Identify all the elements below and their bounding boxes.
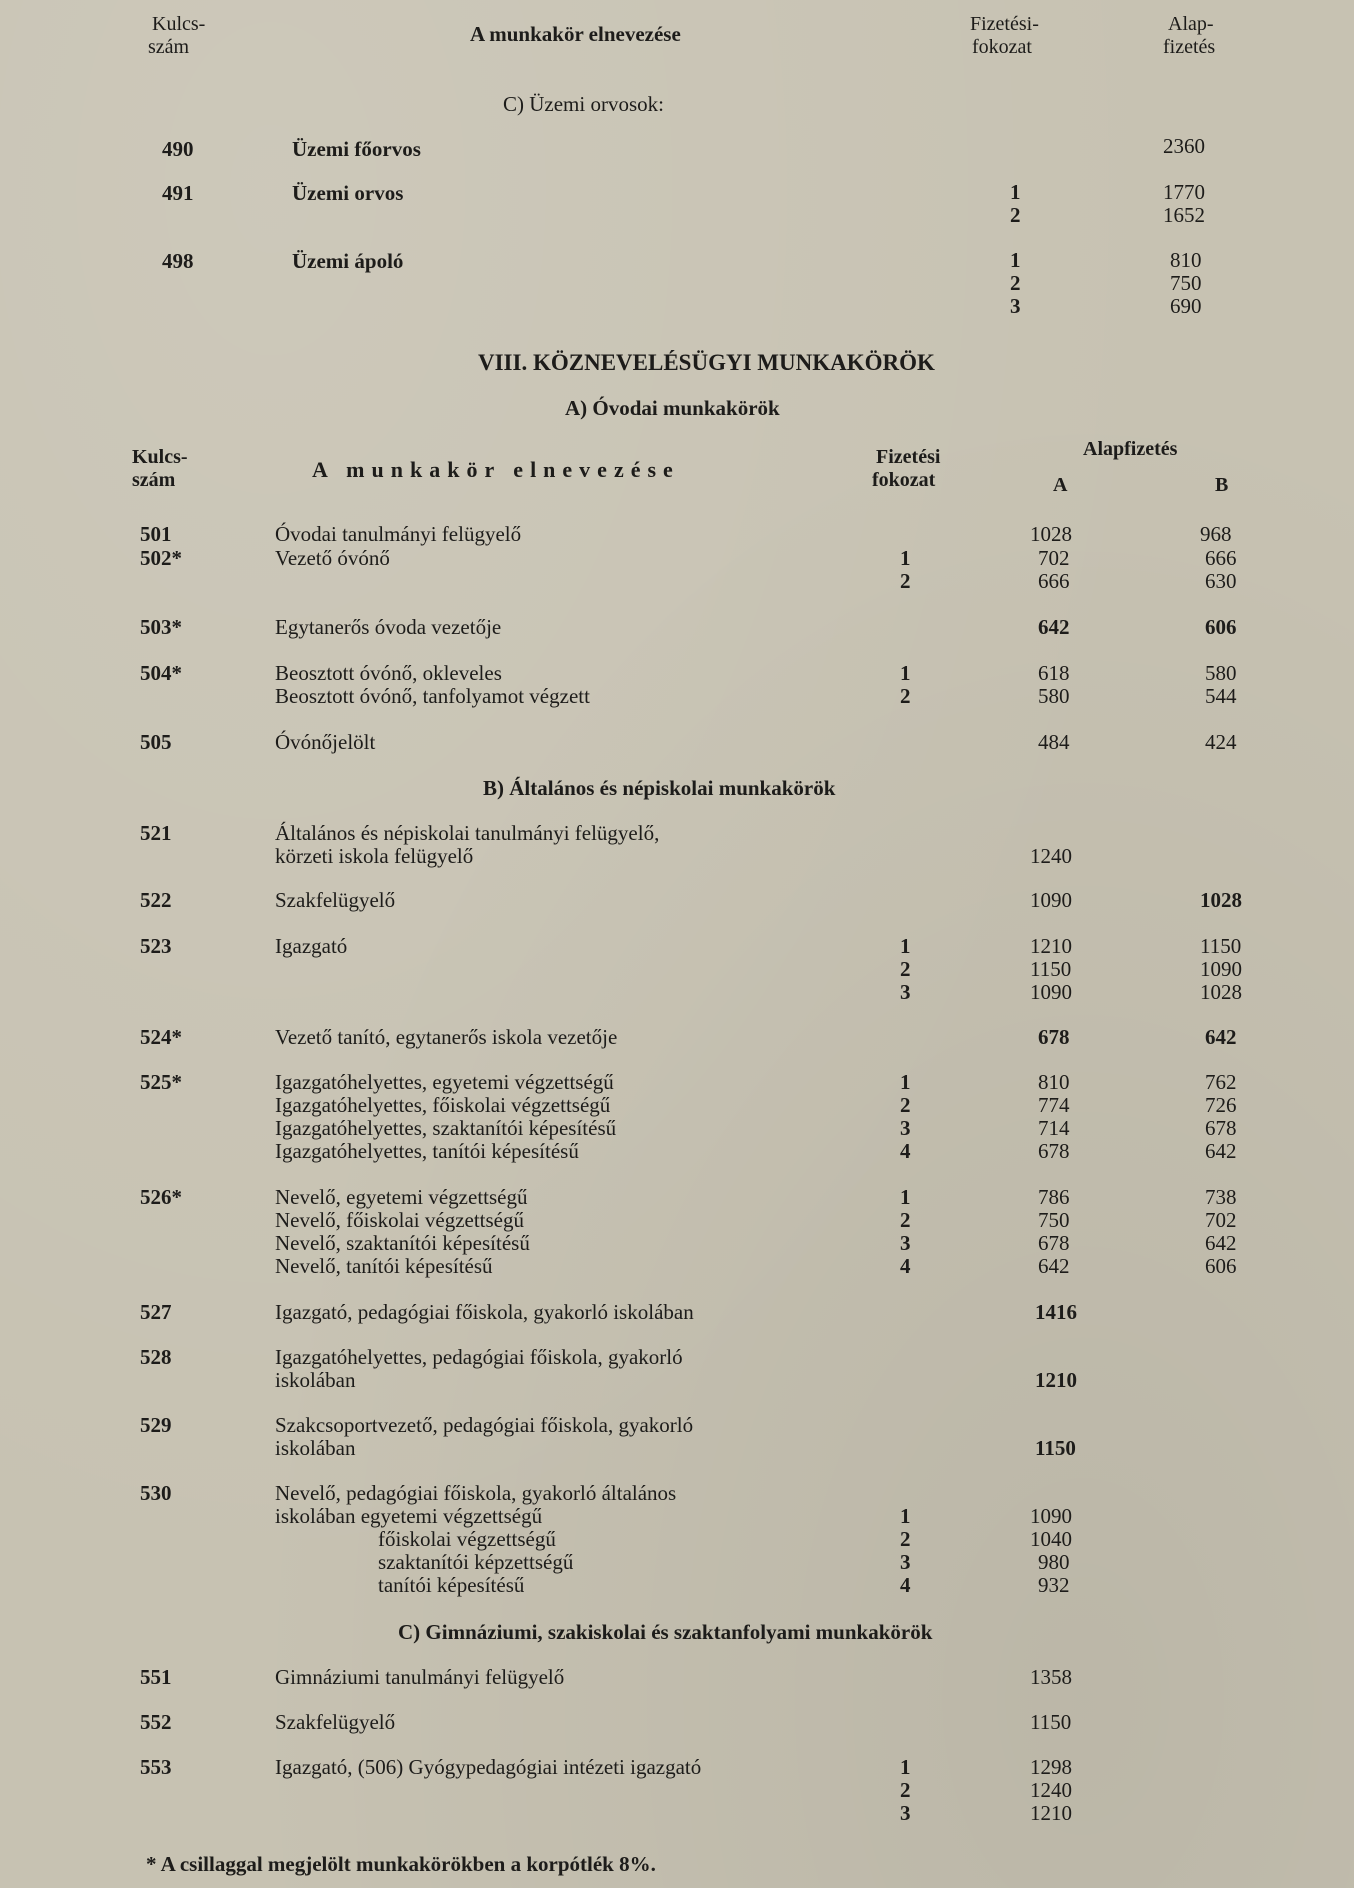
section-title-c: C) Gimnáziumi, szakiskolai és szaktanfolyami munkakörök (398, 1620, 933, 1644)
row-grade: 2 (900, 1778, 911, 1802)
row-value-b: 702 (1205, 1208, 1237, 1232)
row-value-b: 678 (1205, 1116, 1237, 1140)
header2-col-b: B (1215, 474, 1229, 496)
row-value-b: 642 (1205, 1025, 1237, 1049)
row-value-b: 544 (1205, 684, 1237, 708)
row-value-b: 1028 (1200, 888, 1242, 912)
row-key: 522 (140, 888, 172, 912)
row-value-b: 580 (1205, 661, 1237, 685)
row-value-a: 980 (1038, 1550, 1070, 1574)
row-value: 750 (1170, 271, 1202, 295)
row-name: Igazgató (275, 934, 348, 958)
row-name: Szakcsoportvezető, pedagógiai főiskola, gyakorló (275, 1413, 694, 1437)
row-grade: 1 (900, 934, 911, 958)
row-name: Üzemi ápoló (292, 249, 404, 273)
header-key-label: Kulcs- (152, 13, 206, 35)
row-grade: 3 (900, 1231, 911, 1255)
row-value-b: 738 (1205, 1185, 1237, 1209)
row-name: Üzemi orvos (292, 181, 404, 205)
row-name: Beosztott óvónő, tanfolyamot végzett (275, 684, 590, 708)
row-value-a: 714 (1038, 1116, 1070, 1140)
row-name: főiskolai végzettségű (378, 1527, 556, 1551)
row-grade: 1 (900, 1504, 911, 1528)
row-value-b: 642 (1205, 1231, 1237, 1255)
row-name: Igazgatóhelyettes, pedagógiai főiskola, gyakorló (275, 1345, 683, 1369)
row-grade: 2 (900, 1527, 911, 1551)
row-name: Vezető tanító, egytanerős iskola vezetője (275, 1025, 618, 1049)
row-name: Beosztott óvónő, okleveles (275, 661, 502, 685)
row-value-a: 1028 (1030, 522, 1072, 546)
row-grade: 2 (900, 957, 911, 981)
row-key: 530 (140, 1481, 172, 1505)
row-name: körzeti iskola felügyelő (275, 844, 474, 868)
row-name: Gimnáziumi tanulmányi felügyelő (275, 1665, 565, 1689)
row-name: Nevelő, pedagógiai főiskola, gyakorló általános (275, 1481, 677, 1505)
row-value-a: 702 (1038, 546, 1070, 570)
row-value-a: 1210 (1030, 934, 1072, 958)
row-value: 810 (1170, 248, 1202, 272)
row-name: Igazgató, pedagógiai főiskola, gyakorló iskolában (275, 1300, 694, 1324)
row-name: iskolában (275, 1368, 356, 1392)
row-value-b: 630 (1205, 569, 1237, 593)
row-value-a: 1150 (1035, 1436, 1076, 1460)
row-grade: 1 (900, 1070, 911, 1094)
row-name: Óvónőjelölt (275, 730, 376, 754)
header2-name-label: A munkakör elnevezése (312, 457, 680, 482)
row-value-b: 606 (1205, 615, 1237, 639)
row-grade: 3 (900, 1116, 911, 1140)
row-key: 491 (162, 181, 194, 205)
row-value-a: 750 (1038, 1208, 1070, 1232)
row-value-b: 762 (1205, 1070, 1237, 1094)
row-name: Általános és népiskolai tanulmányi felügyelő, (275, 821, 660, 845)
row-name: Igazgatóhelyettes, főiskolai végzettségű (275, 1093, 611, 1117)
row-name: iskolában egyetemi végzettségű (275, 1504, 543, 1528)
header2-col-a: A (1053, 474, 1068, 496)
row-grade: 2 (900, 569, 911, 593)
row-grade: 1 (900, 661, 911, 685)
row-value-a: 1090 (1030, 1504, 1072, 1528)
row-name: Nevelő, főiskolai végzettségű (275, 1208, 525, 1232)
row-value-a: 678 (1038, 1025, 1070, 1049)
row-key: 521 (140, 821, 172, 845)
row-grade: 3 (900, 1801, 911, 1825)
chapter-title: VIII. KÖZNEVELÉSÜGYI MUNKAKÖRÖK (478, 350, 935, 375)
row-value: 1652 (1163, 203, 1205, 227)
row-name: Egytanerős óvoda vezetője (275, 615, 502, 639)
row-grade: 1 (900, 1185, 911, 1209)
header-grade-label: Fizetési- (970, 13, 1039, 35)
row-value-a: 1150 (1030, 957, 1072, 981)
row-value-a: 1358 (1030, 1665, 1072, 1689)
row-value-a: 1210 (1030, 1801, 1072, 1825)
row-key: 552 (140, 1710, 172, 1734)
header-grade-label-2: fokozat (972, 36, 1032, 58)
row-value-a: 1040 (1030, 1527, 1072, 1551)
row-name: Nevelő, szaktanítói képesítésű (275, 1231, 530, 1255)
row-grade: 2 (1010, 271, 1021, 295)
row-value-b: 666 (1205, 546, 1237, 570)
row-key: 551 (140, 1665, 172, 1689)
row-value-a: 1150 (1030, 1710, 1072, 1734)
row-name: Igazgatóhelyettes, szaktanítói képesítésű (275, 1116, 617, 1140)
row-key: 553 (140, 1755, 172, 1779)
header2-grade-label: Fizetési (876, 446, 941, 468)
header2-key-label: Kulcs- (132, 446, 188, 468)
row-key: 523 (140, 934, 172, 958)
row-key: 498 (162, 249, 194, 273)
row-grade: 3 (900, 980, 911, 1004)
row-value-a: 1090 (1030, 888, 1072, 912)
row-value: 1770 (1163, 180, 1205, 204)
row-key: 526* (140, 1185, 182, 1209)
header-pay-label: Alap- (1168, 13, 1214, 35)
row-key: 503* (140, 615, 182, 639)
row-name: Igazgatóhelyettes, egyetemi végzettségű (275, 1070, 614, 1094)
footnote: * A csillaggal megjelölt munkakörökben a korpótlék 8%. (146, 1852, 656, 1876)
row-grade: 1 (1010, 248, 1021, 272)
row-key: 527 (140, 1300, 172, 1324)
row-key: 505 (140, 730, 172, 754)
row-grade: 4 (900, 1139, 911, 1163)
row-value-a: 774 (1038, 1093, 1070, 1117)
row-value-a: 666 (1038, 569, 1070, 593)
row-value-b: 726 (1205, 1093, 1237, 1117)
row-value-b: 1150 (1200, 934, 1242, 958)
row-name: Szakfelügyelő (275, 888, 396, 912)
row-name: tanítói képesítésű (378, 1573, 525, 1597)
row-grade: 3 (900, 1550, 911, 1574)
row-value-a: 678 (1038, 1139, 1070, 1163)
row-key: 504* (140, 661, 182, 685)
row-value-a: 678 (1038, 1231, 1070, 1255)
header-name-label: A munkakör elnevezése (470, 22, 681, 46)
row-grade: 1 (1010, 180, 1021, 204)
row-grade: 2 (1010, 203, 1021, 227)
row-grade: 1 (900, 546, 911, 570)
row-grade: 4 (900, 1573, 911, 1597)
row-grade: 2 (900, 1208, 911, 1232)
row-name: Szakfelügyelő (275, 1710, 396, 1734)
row-name: szaktanítói képzettségű (378, 1550, 574, 1574)
row-grade: 2 (900, 684, 911, 708)
row-value-a: 642 (1038, 615, 1070, 639)
row-value-a: 1298 (1030, 1755, 1072, 1779)
row-value-a: 1210 (1035, 1368, 1077, 1392)
row-name: Nevelő, tanítói képesítésű (275, 1254, 493, 1278)
row-name: Óvodai tanulmányi felügyelő (275, 522, 522, 546)
row-key: 502* (140, 546, 182, 570)
row-value-a: 484 (1038, 730, 1070, 754)
row-value: 2360 (1163, 134, 1205, 158)
row-value-b: 642 (1205, 1139, 1237, 1163)
row-value-a: 1240 (1030, 1778, 1072, 1802)
row-name: Vezető óvónő (275, 546, 390, 570)
row-grade: 1 (900, 1755, 911, 1779)
row-value-a: 1090 (1030, 980, 1072, 1004)
row-grade: 4 (900, 1254, 911, 1278)
row-value-b: 606 (1205, 1254, 1237, 1278)
section-title-b: B) Általános és népiskolai munkakörök (483, 776, 836, 800)
row-name: Üzemi főorvos (292, 137, 421, 161)
row-value-a: 1240 (1030, 844, 1072, 868)
row-key: 490 (162, 137, 194, 161)
header2-key-label-2: szám (132, 469, 176, 491)
row-value-a: 810 (1038, 1070, 1070, 1094)
row-grade: 3 (1010, 294, 1021, 318)
row-value-a: 786 (1038, 1185, 1070, 1209)
row-value-a: 932 (1038, 1573, 1070, 1597)
row-value-b: 1090 (1200, 957, 1242, 981)
row-value-a: 1416 (1035, 1300, 1077, 1324)
row-name: Igazgatóhelyettes, tanítói képesítésű (275, 1139, 579, 1163)
row-value-b: 968 (1200, 522, 1232, 546)
row-grade: 2 (900, 1093, 911, 1117)
header-key-label-2: szám (148, 36, 190, 58)
row-key: 524* (140, 1025, 182, 1049)
header-pay-label-2: fizetés (1163, 36, 1216, 58)
header2-pay-label: Alapfizetés (1083, 438, 1178, 460)
section-title-c-top: C) Üzemi orvosok: (503, 92, 664, 116)
row-value-a: 642 (1038, 1254, 1070, 1278)
row-value-a: 580 (1038, 684, 1070, 708)
row-key: 525* (140, 1070, 182, 1094)
section-title-a: A) Óvodai munkakörök (565, 396, 780, 420)
row-key: 529 (140, 1413, 172, 1437)
row-name: Igazgató, (506) Gyógypedagógiai intézeti igazgató (275, 1755, 702, 1779)
row-value-a: 618 (1038, 661, 1070, 685)
row-key: 501 (140, 522, 172, 546)
row-key: 528 (140, 1345, 172, 1369)
row-value: 690 (1170, 294, 1202, 318)
row-name: iskolában (275, 1436, 356, 1460)
row-value-b: 424 (1205, 730, 1237, 754)
row-name: Nevelő, egyetemi végzettségű (275, 1185, 528, 1209)
row-value-b: 1028 (1200, 980, 1242, 1004)
header2-grade-label-2: fokozat (872, 469, 936, 491)
